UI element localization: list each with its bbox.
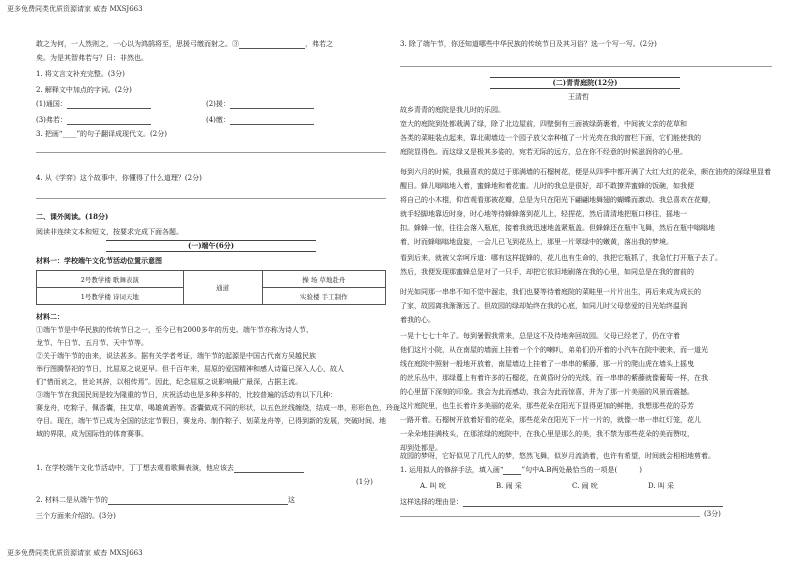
paragraph-line: 举行图腾祭祀的节日，比屈原之说更早。但千百年来，屈原的爱国精神和感人诗篇已深入人心，故人 [36,365,344,373]
author: 王清哲 [568,93,589,101]
score-label: (3分) [704,510,721,518]
paragraph-line: 却到处都是。 [400,444,442,452]
paragraph-line: 着，时而蜂嗡嗡地盘旋，一会儿已飞到花丛上，那里一片翠绿中的嫩黄，落出我的梦境。 [400,238,673,246]
answer-blank[interactable] [108,496,288,505]
paragraph-line: 夺目。现在，端午节已成为全国的法定节假日，赛龙舟、制作粽子、划菜龙舟等，已得到新的发展，突破时间、地 [36,417,386,425]
page-footer: 更多免费同类优质资源请家 威杳 MXSJ663 [7,549,143,557]
material-2-label: 材料二： [36,312,64,321]
reason-prompt: 这样选择的理由是： [400,498,723,507]
score-label: (1分) [356,478,373,486]
paragraph-line: 龙节、午日节、五月节、天中节等。 [36,339,148,347]
answer-line[interactable] [400,516,700,517]
table-cell: 2号教学楼 歌舞表演 [37,271,184,288]
paragraph-line: 故乡青青的庭院是我儿时的乐园。 [400,106,505,114]
answer-blank[interactable] [234,464,304,473]
answer-blank[interactable] [230,116,314,125]
sub-question-2-cont: 三个方面来介绍的。(3分) [36,512,116,520]
table-cell: 通道 [183,271,262,305]
q2-item-2: (2)援： [206,100,314,109]
paragraph-line: 看到后来，就被父亲呵斥道：哪有这样捉蜂的，花儿也有生命的，我把它瓶抓了，我急忙打开瓶子去了。 [400,254,722,262]
paragraph-line: 域的界限，成为国际性的体育赛事。 [36,430,148,438]
option-b[interactable]: B. 闹 采 [496,482,522,490]
paragraph-line: 们“惜而哀之，世论其辞，以相传焉”。因此，纪念屈原之说影响最广最深，占据主流。 [36,378,303,386]
paragraph-line: 线在庭院中照射一般地开放着，南屋墙边上挂着了一串串的紫藤，那一片的爬山虎在墙头上摇曳 [400,360,694,368]
paragraph-line: 了家，故园离我渐渐远了。但故园的绿却始终在我的心底，如同儿时父母慈爱的目光始终温润 [400,302,687,310]
q2-item-4: (4)缴： [206,116,314,125]
paragraph-line: 的丝乐丛中，那绿蔓上有着许多的石榴花，在黄昏时分的光线，而一串串的紫藤就像葡萄一样，在我 [400,374,708,382]
paragraph-line: 的心里留下深刻的印象。我会为此而感动，我会为此而惊喜，并为了那一片美丽的风景而震撼。 [400,388,694,396]
answer-blank[interactable] [239,40,305,49]
paragraph-line: 一朵朵地挂满枝头，在那浓绿的庭院中，在我心里是那么的美，我不禁为那些花朵的美而赞叹， [400,430,694,438]
paragraph-line: 宽大的庭院到处都栽满了绿，除了北边屋前，四壁倒有三面被绿荫裹着，中间被父亲的花草和 [400,120,687,128]
section-title: 二、课外阅读。(18分) [36,212,109,221]
paragraph-line: 将自己的小木棍，仰首观看那被花瓣，总是为只在阳光下翩翩地舞翅的蝴蝶而激动。我总喜欢在花瓣， [400,196,715,204]
answer-line[interactable] [400,66,772,67]
paragraph-line: 醒目。蜂儿嗡嗡地入着，蜜蜂地和着花蜜。儿时的我总是很好，却不敢撩弄蜜蜂的饭碗，如我便 [400,182,694,190]
answer-blank[interactable] [67,116,151,125]
paragraph-line: 一晃十七七十年了。每到暑假我常来，总是这不及待地奔回故园。父母已经老了，仍在守着 [400,332,680,340]
subsection-title: (一)端午(6分) [106,240,316,252]
paragraph-line: 他们这片小院，从在南屋的墙面上挂着一个个的喇叭，弟弟们仍开着的小汽车在院中驶来，而一道光 [400,346,708,354]
paragraph-line: 各类的菜畦装点起来，靠北砌墙边一个园子放父亲种植了一片光亮在我的窗栏下面，它们能使我的 [400,134,701,142]
sub-question-1: 1. 运用拟人的修辞手法，填入画“ ”句中A.B两处最恰当的一项是( ) [400,466,642,474]
section-instruction: 阅读非连续文本和短文，按要求完成下面各题。 [36,228,183,236]
option-c[interactable]: C. 闹 吮 [572,482,598,490]
paragraph-line: 一路开着。石榴树开放着好看的花朵，那些花朵在阳光下一片一片的，就像一串一串红灯笼，花儿 [400,416,701,424]
paragraph-line: 故园的梦呀，它好似见了几代人的梦，悠然飞舞，似岁月流淌着，也许有希望，时间就会相相地剪着。 [400,452,715,460]
activity-layout-table [36,270,386,305]
paragraph-line: 时光如同那一串串不知不觉中溜走，我们也要等待着庭院的菜畦里一片片出生，再后来成为成长的 [400,288,701,296]
table-cell: 实验楼 手工制作 [262,288,385,305]
paragraph-line: 然后，我便发现那蜜蜂总是对了一只手，却把它依旧地刷落在我的心里，如同总是在我的窗前的 [400,268,694,276]
answer-blank[interactable] [503,466,521,475]
question-3: 3. 把画“____”的句子翻译成现代文。(2分) [36,130,167,138]
answer-blank[interactable] [67,100,151,109]
question-1: 1. 将文言文补充完整。(3分) [36,70,125,78]
answer-line[interactable] [36,152,386,153]
answer-line[interactable] [36,198,386,199]
material-1-label: 材料一：学校端午文化节活动位置示意图 [36,256,162,265]
page-header: 更多免费同类优质资源请家 威杳 MXSJ663 [7,5,143,13]
answer-blank[interactable] [463,498,723,507]
paragraph-line: ③端午节在我国民间是较为隆重的节日，庆祝活动也是多种多样的，比较普遍的活动有以下几种： [36,391,337,399]
question-2: 2. 解释文中加点的字词。(2分) [36,86,132,94]
paragraph-line: 扣。蜂蜂一惊，往往会落入瓶底，接着我就迅速地盖紧瓶盖。但蜂蜂还在瓶中飞舞，然后在瓶中嗡嗡地 [400,224,715,232]
sub-question-1: 1. 在学校端午文化节活动中，丁丁想去观看歌舞表演，他应该去 [36,464,304,473]
passage-line: 敢之为何，一人然则之，一心以为鸿鹄将至，思援弓缴而射之。③ ，弗若之 [36,40,333,48]
paragraph-line: 就手轻脚地靠近时身，时心地等待蜂蜂落到花儿上，轻捏花，然后清清地把瓶口移往，摇地一 [400,210,687,218]
table-cell: 操 场 草地赴舟 [262,271,385,288]
paragraph-line: 赛龙舟，吃粽子，佩香囊，挂艾草，喝雄黄酒等。香囊做成不同的形状，以五色丝线缠绕，结成一串，形形色色，玲珑 [36,404,400,412]
paragraph-line: 着我的心。 [400,316,435,324]
question-4: 4. 从《学弈》这个故事中，你懂得了什么道理？(2分) [36,174,202,182]
sub-question-2: 2. 材料二是从端午节的 这 [36,496,295,504]
passage-line: 矣。为是其智弗若与？曰：非然也。 [36,54,148,62]
question-3: 3. 除了端午节，你还知道哪些中华民族的传统节日及其习俗？选一个写一写。(2分) [400,40,657,48]
answer-blank[interactable] [230,100,314,109]
option-d[interactable]: D. 叫 采 [648,482,675,490]
subsection-title: (二)青青庭院(12分) [490,77,680,89]
table-cell: 1号教学楼 诗词天地 [37,288,184,305]
q2-item-3: (3)弗若： [36,116,151,125]
option-a[interactable]: A. 叫 吮 [420,482,446,490]
paragraph-line: ①端午节是中华民族的传统节日之一，至今已有2000多年的历史。端午节亦称为诗人节、 [36,326,313,334]
paragraph-line: 庭院显得色。而这绿又是极其多姿的，宛若无际的远方，总在你不经意的时候滋润你的心里。 [400,148,687,156]
paragraph-line: 这片庭院里，也生长着许多美丽的花朵，那些花朵在阳光下显得更加的鲜艳，我想那些花的芬芳 [400,402,694,410]
paragraph-line: 每到六月的时候，我最喜欢的莫过于那满墙的石榴树花，便是从四季中都开满了大红大红的花朵，颇在油亮的深绿里显着 [400,168,771,176]
paragraph-line: ②关于端午节的由来，说法甚多。据有关学者考证，端午节的起源是中国古代南方吴越民族 [36,352,316,360]
q2-item-1: (1)通国： [36,100,151,109]
